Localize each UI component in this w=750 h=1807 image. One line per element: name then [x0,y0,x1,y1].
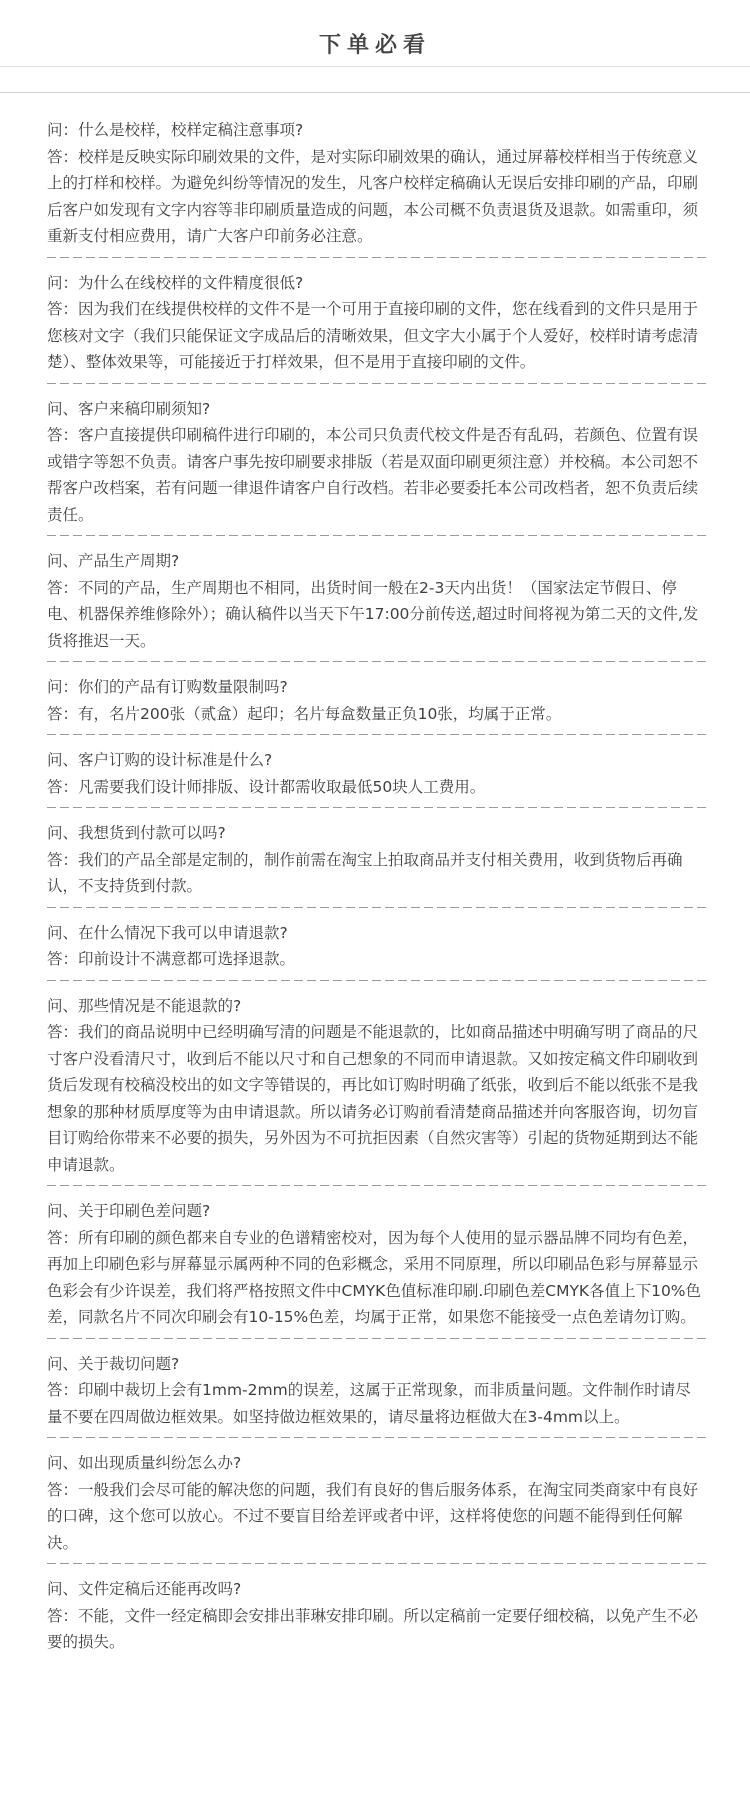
faq-question: 问、关于印刷色差问题? [47,1202,211,1220]
faq-question: 问：为什么在线校样的文件精度很低? [47,273,304,292]
faq-answer: 答：客户直接提供印刷稿件进行印刷的，本公司只负责代校文件是否有乱码，若颜色、位置有误或错字等恕不负责。请客户事先按印刷要求排版（若是双面印刷更须注意）并校稿。本公司恕不帮客户改档案，若有问题一律退件请客户自行改档。若非必要委托本公司改档者，恕不负责后续责任。 [47,426,699,524]
faq-list [0,93,750,1656]
dashed-divider [47,1558,706,1568]
faq-question: 问、如出现质量纠纷怎么办? [47,1454,242,1472]
faq-answer: 答：不同的产品，生产周期也不相同，出货时间一般在2-3天内出货！（国家法定节假日、停电、机器保养维修除外）；确认稿件以当天下午17:00分前传送,超过时间将视为第二天的文件,发货将推迟一天。 [47,578,699,650]
faq-question: 问：什么是校样，校样定稿注意事项? [47,121,304,139]
faq-answer: 答：不能，文件一经定稿即会安排出菲琳安排印刷。所以定稿前一定要仔细校稿，以免产生不必要的损失。 [47,1606,699,1651]
dashed-divider [47,1432,706,1442]
faq-question: 问、产品生产周期? [47,552,180,570]
faq-answer: 答：校样是反映实际印刷效果的文件，是对实际印刷效果的确认，通过屏幕校样相当于传统意义上的打样和校样。为避免纠纷等情况的发生，凡客户校样定稿确认无误后安排印刷的产品，印刷后客户如发现有文字内容等非印刷质量造成的问题，本公司概不负责退货及退款。如需重印，须重新支付相应费用，请广大客户印前务必注意。 [47,147,699,245]
faq-question: 问、我想货到付款可以吗? [47,824,226,842]
faq-question: 问、客户来稿印刷须知? [47,399,211,418]
dashed-divider [47,802,706,812]
faq-item [47,540,706,666]
faq-answer: 答：我们的产品全部是定制的，制作前需在淘宝上拍取商品并支付相关费用，收到货物后再确认，不支持货到付款。 [47,850,683,895]
faq-item [47,739,706,812]
faq-item [47,1190,706,1343]
faq-answer: 答：印刷中裁切上会有1mm-2mm的误差，这属于正常现象，而非质量问题。文件制作时请尽量不要在四周做边框效果。如坚持做边框效果的，请尽量将边框做大在3-4mm以上。 [47,1381,691,1426]
faq-item [47,388,706,541]
faq-answer: 答：我们的商品说明中已经明确写清的问题是不能退款的，比如商品描述中明确写明了商品的尺寸客户没看清尺寸，收到后不能以尺寸和自己想象的不同而申请退款。又如按定稿文件印刷收到货后发现有校稿没校出的如文字等错误的，再比如订购时明确了纸张，收到后不能以纸张不是我想象的那种材质厚度等为由申请退款。所以请务必订购前看清楚商品描述并向客服咨询，切勿盲目订购给你带来不必要的损失，另外因为不可抗拒因素（自然灾害等）引起的货物延期到达不能申请退款。 [47,1023,699,1174]
dashed-divider [47,1333,706,1343]
faq-item [47,912,706,985]
page-title: 下单必看 [318,33,431,58]
dashed-divider [47,252,706,262]
faq-answer: 答：有，名片200张（贰盒）起印；名片每盒数量正负10张，均属于正常。 [47,704,562,723]
faq-item [47,1568,706,1656]
faq-item [47,1442,706,1568]
faq-question: 问、文件定稿后还能再改吗? [47,1580,242,1598]
faq-item [47,985,706,1191]
faq-answer: 答：一般我们会尽可能的解决您的问题，我们有良好的售后服务体系，在淘宝同类商家中有良好的口碑，这个您可以放心。不过不要盲目给差评或者中评，这样将使您的问题不能得到任何解决。 [47,1480,699,1552]
header-divider [0,66,750,67]
faq-item [47,1343,706,1443]
faq-question: 问：你们的产品有订购数量限制吗? [47,678,288,696]
faq-item [47,93,706,262]
dashed-divider [47,530,706,540]
faq-answer: 答：所有印刷的颜色都来自专业的色谱精密校对，因为每个人使用的显示器品牌不同均有色差，再加上印刷色彩与屏幕显示属两种不同的色彩概念，采用不同原理，所以印刷品色彩与屏幕显示色彩会有少许误差，我们将严格按照文件中CMYK色值标准印刷.印刷色差CMYK各值上下10%色差，同款名片不同次印刷会有10-15%色差，均属于正常，如果您不能接受一点色差请勿订购。 [47,1228,702,1326]
dashed-divider [47,729,706,739]
faq-question: 问、在什么情况下我可以申请退款? [47,923,288,942]
dashed-divider [47,902,706,912]
faq-item [47,812,706,912]
dashed-divider [47,378,706,388]
faq-answer: 答：印前设计不满意都可选择退款。 [47,950,296,968]
page-header [0,0,750,93]
dashed-divider [47,1180,706,1190]
dashed-divider [47,656,706,666]
faq-question: 问、那些情况是不能退款的? [47,996,242,1015]
faq-question: 问、客户订购的设计标准是什么? [47,751,273,769]
faq-answer: 答：因为我们在线提供校样的文件不是一个可用于直接印刷的文件，您在线看到的文件只是用于您核对文字（我们只能保证文字成品后的清晰效果，但文字大小属于个人爱好，校样时请考虑清楚）、整体效果等，可能接近于打样效果，但不是用于直接印刷的文件。 [47,300,699,371]
faq-question: 问、关于裁切问题? [47,1354,180,1373]
faq-answer: 答：凡需要我们设计师排版、设计都需收取最低50块人工费用。 [47,777,486,796]
dashed-divider [47,975,706,985]
faq-item [47,666,706,739]
faq-item [47,262,706,388]
